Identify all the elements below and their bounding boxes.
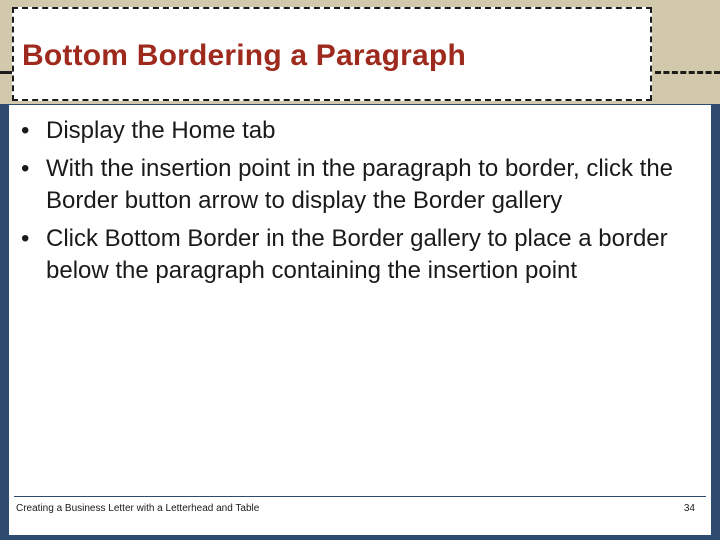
slide-title: Bottom Bordering a Paragraph: [22, 39, 466, 72]
bullet-dot-icon: •: [21, 117, 30, 144]
bullet-item: [21, 153, 701, 217]
slide-content: [9, 105, 711, 535]
bullet-text: Click Bottom Border in the Border gallery to place a border below the paragraph containing the insertion point: [46, 225, 668, 284]
bullet-text: Display the Home tab: [46, 117, 276, 144]
title-box: [12, 7, 652, 101]
bullet-dot-icon: •: [21, 155, 30, 182]
left-dash-line: [0, 71, 12, 74]
footer-divider: [14, 496, 706, 497]
right-dash-line: [655, 71, 720, 74]
bullet-item: [21, 223, 701, 287]
bullet-list: [21, 115, 701, 293]
bullet-text: With the insertion point in the paragraph to border, click the Border button arrow to display the Border gallery: [46, 155, 674, 214]
footer-text: Creating a Business Letter with a Letterhead and Table: [16, 503, 260, 514]
bullet-dot-icon: •: [21, 225, 30, 252]
page-number: 34: [683, 503, 695, 514]
bullet-item: [21, 115, 701, 147]
